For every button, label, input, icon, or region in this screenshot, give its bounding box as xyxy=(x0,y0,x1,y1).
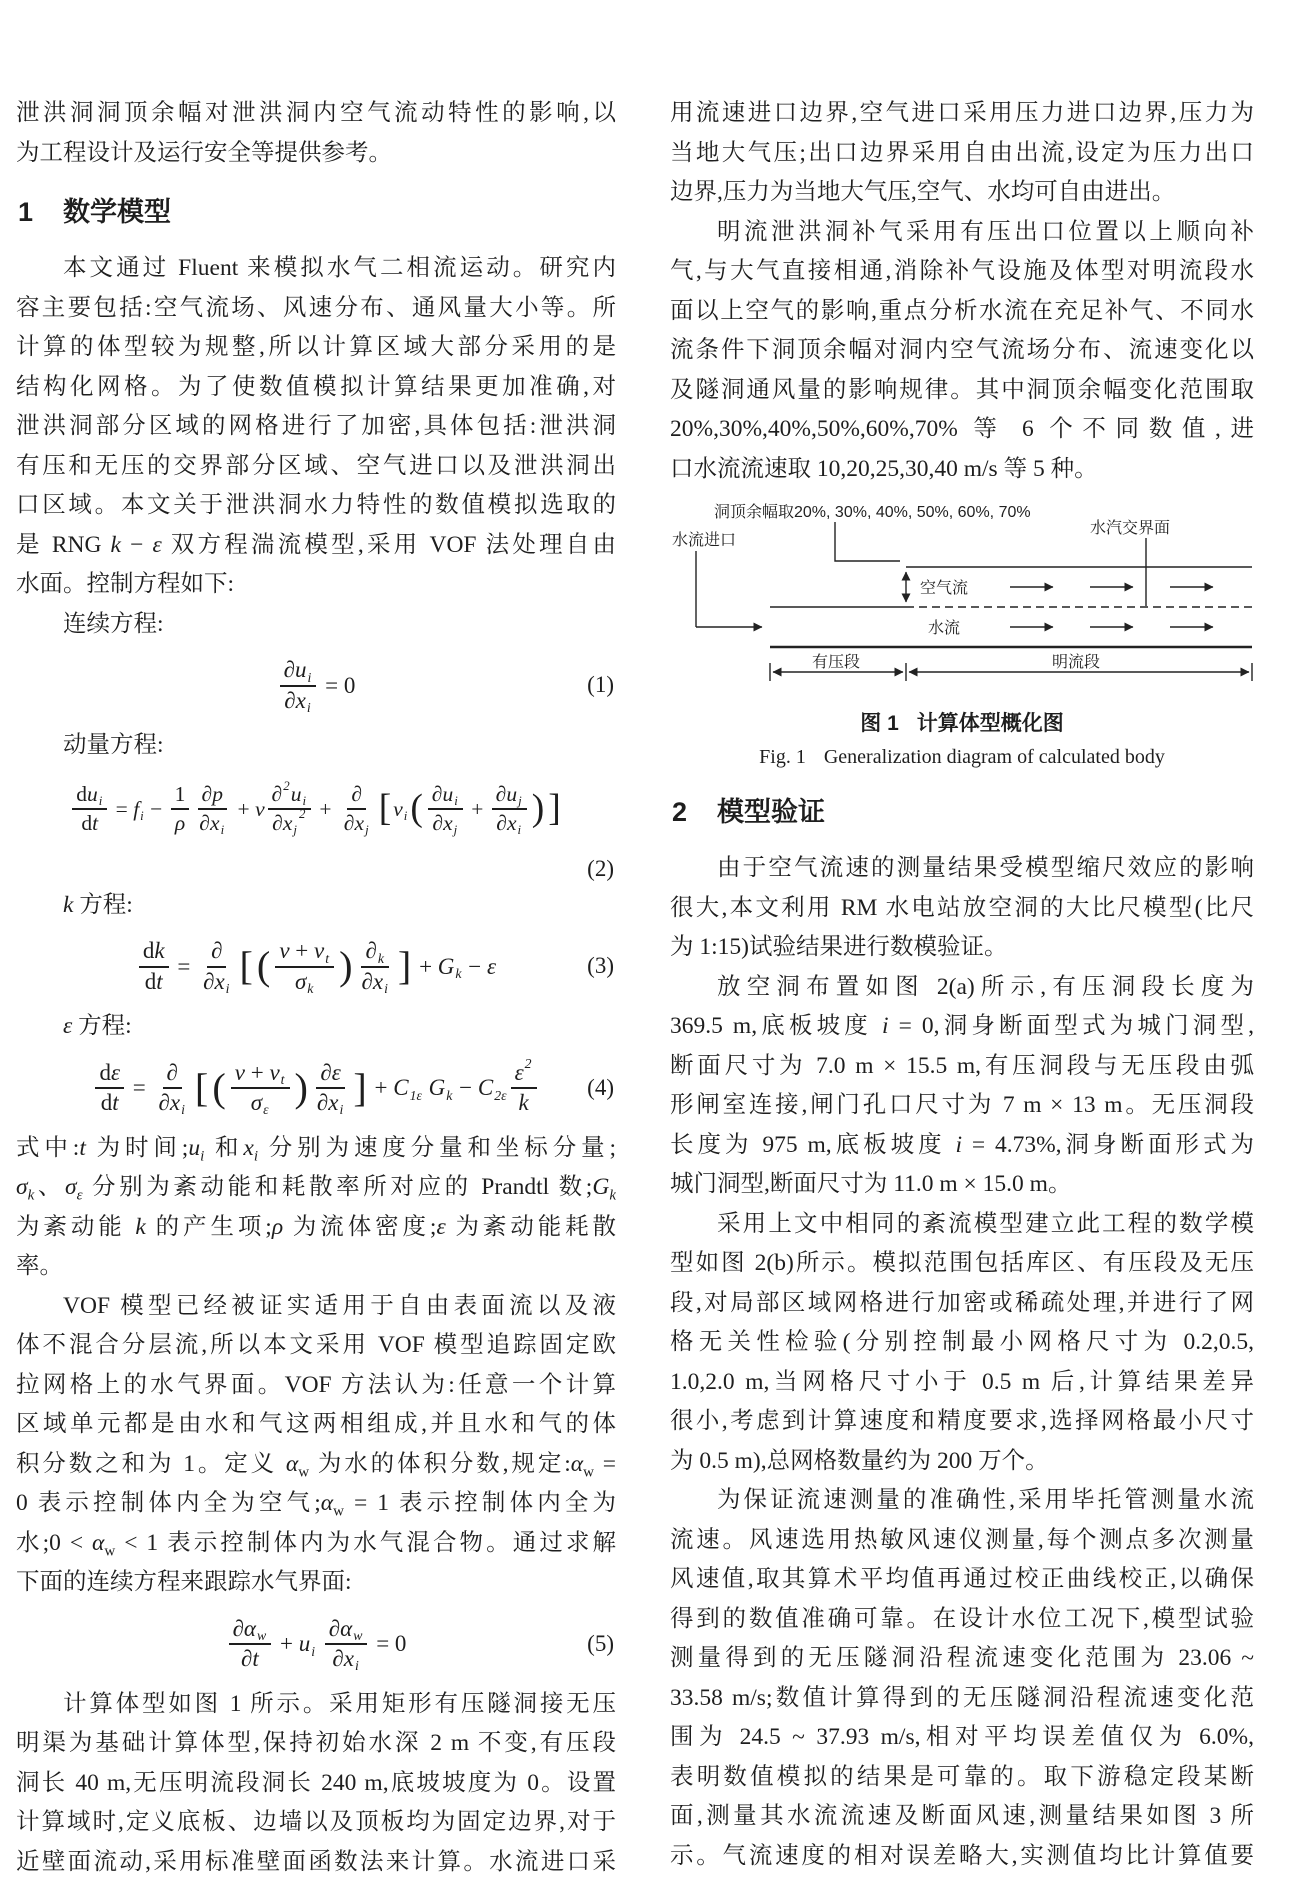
layout-line: 放空洞布置如图 2(a)所示,有压洞段长度为 xyxy=(717,973,1254,1000)
water-flow-label: 水流 xyxy=(928,620,961,637)
measurement-line: 为保证流速测量的准确性,采用毕托管测量水流 xyxy=(717,1487,1254,1513)
column-left xyxy=(16,94,616,1880)
figure-1-caption-en-number: Fig. 1 xyxy=(759,746,806,768)
equation-4 xyxy=(16,1051,616,1125)
para1-line: 有压和无压的交界部分区域、空气进口以及泄洪洞出 xyxy=(16,452,616,479)
equation-1-number: (1) xyxy=(587,672,614,697)
section-2-heading xyxy=(672,797,1254,827)
figure-1-caption-zh-number: 图 1 xyxy=(860,712,899,735)
vof-line: 0 表示控制体内全为空气$;\alpha_w = 1$ 表示控制体内全为 xyxy=(16,1490,616,1520)
continuity-equation-label: 连续方程: xyxy=(63,610,164,637)
equation-2-number: (2) xyxy=(587,855,614,881)
figure-1-caption-zh xyxy=(670,707,1254,741)
equation-1-math: ∂u i ∂x i = 0 xyxy=(277,657,356,712)
vof-line: 下面的连续方程来跟踪水气界面: xyxy=(16,1569,352,1595)
aeration-line: 气,与大气直接相通,消除补气设施及体型对明流段水 xyxy=(670,258,1254,284)
section-1-title: 数学模型 xyxy=(63,197,172,227)
layout-line: 形闸室连接,闸门孔口尺寸为 7 m × 13 m。无压洞段 xyxy=(670,1092,1254,1118)
validation-line: 很大,本文利用 RM 水电站放空洞的大比尺模型(比尺 xyxy=(670,894,1254,921)
para1-line: 结构化网格。为了使数值模拟计算结果更加准确,对 xyxy=(16,373,616,400)
equation-1 xyxy=(16,648,616,722)
measurement-line: 示。气流速度的相对误差略大,实测值均比计算值要 xyxy=(670,1842,1254,1869)
section-2-number: 2 xyxy=(672,797,688,827)
aeration-line: 流条件下洞顶余幅对洞内空气流场分布、流速变化以 xyxy=(670,337,1254,363)
vof-line: 区域单元都是由水和气这两相组成,并且水和气的体 xyxy=(16,1411,616,1437)
equation-4-number: (4) xyxy=(587,1074,614,1100)
mesh-line: 为 0.5 m),总网格数量约为 200 万个。 xyxy=(670,1447,1049,1474)
equation-5 xyxy=(16,1607,616,1681)
para1-line: 是 RNG k − ε 双方程湍流模型,采用 VOF 法处理自由 xyxy=(16,531,616,558)
section-1-heading xyxy=(18,197,616,227)
column-right xyxy=(670,94,1254,1876)
equation-3-math: d k d t = ∂ ∂x i [ ( v + v t σ k ) ∂ k ∂x i ] + G k − ε xyxy=(136,938,496,993)
symbols-line: 为紊动能 k 的产生项;ρ 为流体密度;ε 为紊动能耗散 xyxy=(16,1213,616,1240)
figure-1-caption-en-text: Generalization diagram of calculated body xyxy=(823,746,1165,768)
vof-line: 积分数之和为 1。定义 $\alpha_w$ 为水的体积分数,规定$:\alpha_w$ = xyxy=(16,1450,616,1481)
equation-5-number: (5) xyxy=(587,1630,614,1656)
para1-line: 泄洪洞部分区域的网格进行了加密,具体包括:泄洪洞 xyxy=(16,413,616,439)
measurement-line: 风速值,取其算术平均值再通过校正曲线校正,以确保 xyxy=(670,1566,1254,1592)
aeration-line: 20%,30%,40%,50%,60%,70% 等 6 个不同数值,进 xyxy=(670,416,1254,442)
water-inlet-label: 水流进口 xyxy=(672,532,737,549)
equation-2-math: d u i d t = f i − $\frac{1}{\rho}$ ∂p ∂x i + v ∂ 2 u i ∂x j 2 + ∂ ∂x j [ v i ( ∂u i ∂x j + ∂u j ∂x i ) ] xyxy=(69,782,563,834)
measurement-line: 表明数值模拟的结果是可靠的。取下游稳定段某断 xyxy=(670,1763,1254,1790)
crown-clearance-label: 洞顶余幅取20%, 30%, 40%, 50%, 60%, 70% xyxy=(714,504,1031,521)
figure-1-caption-zh-text: 计算体型概化图 xyxy=(916,712,1064,735)
equation-5-math: ∂α w ∂t + u i ∂α w ∂x i = 0 xyxy=(226,1616,407,1671)
layout-line: 长度为 975 m,底板坡度 i = 4.73%,洞身断面形式为 xyxy=(670,1131,1254,1158)
equation-2 xyxy=(16,770,616,848)
aeration-line: 及隧洞通风量的影响规律。其中洞顶余幅变化范围取 xyxy=(670,376,1254,403)
para1-line: 口区域。本文关于泄洪洞水力特性的数值模拟选取的 xyxy=(16,492,616,518)
intro-line: 为工程设计及运行安全等提供参考。 xyxy=(16,139,392,166)
para1-line: 计算的体型较为规整,所以计算区域大部分采用的是 xyxy=(16,334,616,360)
measurement-line: 得到的数值准确可靠。在设计水位工况下,模型试验 xyxy=(670,1605,1254,1632)
measurement-line: 流速。风速选用热敏风速仪测量,每个测点多次测量 xyxy=(670,1526,1254,1553)
aeration-line: 面以上空气的影响,重点分析水流在充足补气、不同水 xyxy=(670,297,1254,324)
layout-line: 369.5 m,底板坡度 i = 0,洞身断面型式为城门洞型, xyxy=(670,1013,1254,1039)
section-1-number: 1 xyxy=(18,197,34,227)
momentum-equation-label: 动量方程: xyxy=(63,732,164,758)
measurement-line: 33.58 m/s;数值计算得到的无压隧洞沿程流速变化范 xyxy=(670,1684,1254,1711)
mesh-line: 型如图 2(b)所示。模拟范围包括库区、有压段及无压 xyxy=(670,1250,1254,1276)
para1-line: 本文通过 Fluent 来模拟水气二相流运动。研究内 xyxy=(63,255,616,281)
symbols-line: 率。 xyxy=(16,1253,63,1279)
layout-line: 城门洞型,断面尺寸为 11.0 m × 15.0 m。 xyxy=(670,1171,1072,1197)
figure-1-diagram xyxy=(670,501,1254,701)
measurement-line: 测量得到的无压隧洞沿程流速变化范围为 23.06 ~ xyxy=(670,1645,1254,1671)
para1-line: 水面。控制方程如下: xyxy=(16,571,235,597)
calc-body-line: 近壁面流动,采用标准壁面函数法来计算。水流进口采 xyxy=(16,1848,616,1875)
air-flow-label: 空气流 xyxy=(920,580,969,597)
measurement-line: 面,测量其水流流速及断面风速,测量结果如图 3 所 xyxy=(670,1803,1254,1829)
equation-3 xyxy=(16,929,616,1003)
calc-body-line: 洞长 40 m,无压明流段洞长 240 m,底坡坡度为 0。设置 xyxy=(16,1769,616,1796)
calc-body-line: 计算体型如图 1 所示。采用矩形有压隧洞接无压 xyxy=(63,1690,616,1717)
aeration-line: 口水流流速取 10,20,25,30,40 m/s 等 5 种。 xyxy=(670,455,1098,482)
air-water-interface-label: 水汽交界面 xyxy=(1090,520,1171,537)
calc-body-line: 明渠为基础计算体型,保持初始水深 2 m 不变,有压段 xyxy=(16,1730,616,1756)
boundary-line: 用流速进口边界,空气进口采用压力进口边界,压力为 xyxy=(670,100,1254,126)
leader-line-clearance xyxy=(835,522,900,561)
section-2-title: 模型验证 xyxy=(717,797,826,827)
vof-line: 拉网格上的水气界面。VOF 方法认为:任意一个计算 xyxy=(16,1371,616,1398)
symbols-line: 式中:t 为时间$;u_i$ 和$x_i$ 分别为速度分量和坐标分量; xyxy=(16,1134,616,1165)
freeflow-section-label: 明流段 xyxy=(1052,654,1101,671)
vof-line: VOF 模型已经被证实适用于自由表面流以及液 xyxy=(63,1292,616,1319)
measurement-line: 围为 24.5 ~ 37.93 m/s,相对平均误差值仅为 6.0%, xyxy=(670,1724,1254,1750)
k-equation-label: k 方程: xyxy=(63,891,133,918)
intro-line: 泄洪洞洞顶余幅对泄洪洞内空气流动特性的影响,以 xyxy=(16,100,616,126)
validation-line: 为 1:15)试验结果进行数模验证。 xyxy=(670,934,1008,960)
layout-line: 断面尺寸为 7.0 m × 15.5 m,有压洞段与无压段由弧 xyxy=(670,1052,1254,1079)
equation-4-math: d ε d t = ∂ ∂x i [ ( v + v t σ ε ) ∂ε ∂x i ] + C 1ε G k − C 2ε ε 2 k xyxy=(92,1060,539,1115)
vof-line: 水;0 < $\alpha_w < 1$ 表示控制体内为水气混合物。通过求解 xyxy=(16,1529,616,1560)
pressure-section-label: 有压段 xyxy=(812,654,861,671)
mesh-line: 段,对局部区域网格进行加密或稀疏处理,并进行了网 xyxy=(670,1289,1254,1316)
mesh-line: 采用上文中相同的紊流模型建立此工程的数学模 xyxy=(717,1210,1254,1237)
epsilon-equation-label: ε 方程: xyxy=(63,1013,132,1039)
equation-3-number: (3) xyxy=(587,953,614,978)
mesh-line: 格无关性检验(分别控制最小网格尺寸为 0.2,0.5, xyxy=(670,1329,1254,1355)
para1-line: 容主要包括:空气流场、风速分布、通风量大小等。所 xyxy=(16,294,616,321)
symbols-line: $\sigma_k$、$\sigma_\varepsilon$ 分别为紊动能和耗散率所对应的 Prandtl 数$;G_k$ xyxy=(16,1174,616,1204)
boundary-line: 当地大气压;出口边界采用自由出流,设定为压力出口 xyxy=(670,139,1254,166)
boundary-line: 边界,压力为当地大气压,空气、水均可自由进出。 xyxy=(670,179,1176,205)
vof-line: 体不混合分层流,所以本文采用 VOF 模型追踪固定欧 xyxy=(16,1332,616,1358)
mesh-line: 很小,考虑到计算速度和精度要求,选择网格最小尺寸 xyxy=(670,1408,1254,1434)
calc-body-line: 计算域时,定义底板、边墙以及顶板均为固定边界,对于 xyxy=(16,1809,616,1835)
figure-1-caption-en xyxy=(670,741,1254,773)
validation-line: 由于空气流速的测量结果受模型缩尺效应的影响 xyxy=(717,855,1254,881)
aeration-line: 明流泄洪洞补气采用有压出口位置以上顺向补 xyxy=(717,218,1254,245)
figure-1 xyxy=(670,501,1254,701)
mesh-line: 1.0,2.0 m,当网格尺寸小于 0.5 m 后,计算结果差异 xyxy=(670,1368,1254,1395)
